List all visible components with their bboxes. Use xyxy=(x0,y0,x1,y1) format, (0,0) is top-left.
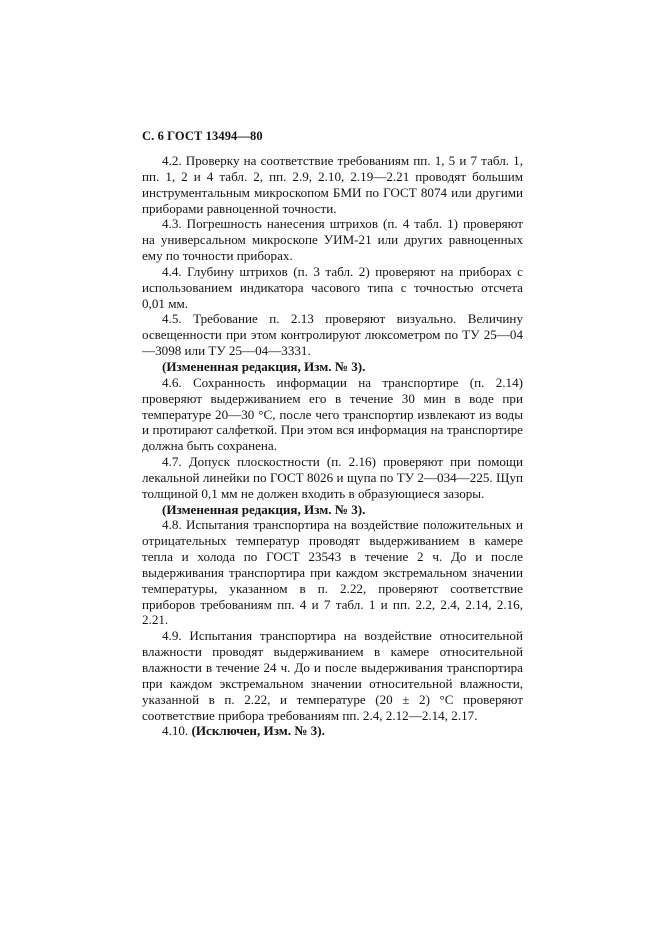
excluded-note: (Исключен, Изм. № 3). xyxy=(191,723,325,739)
paragraph-4-5: 4.5. Требование п. 2.13 проверяют визуально. Величину освещенности при этом контролируют люксометром по ТУ 25—04—3098 или ТУ 25—04—3331. xyxy=(142,311,523,359)
paragraph-4-10 xyxy=(142,723,523,739)
document-body xyxy=(142,153,523,739)
paragraph-4-2: 4.2. Проверку на соответствие требованиям пп. 1, 5 и 7 табл. 1, пп. 1, 2 и 4 табл. 2, пп. 2.9, 2.10, 2.19—2.21 проводят большим инструментальным микроскопом БМИ по ГОСТ 8074 или другими приборами равноценной точности. xyxy=(142,153,523,216)
paragraph-4-9: 4.9. Испытания транспортира на воздействие относительной влажности проводят выдерживанием в камере относительной влажности в течение 24 ч. До и после выдерживания транспортира при каждом экстремальном значении относительной влажности, указанной в п. 2.22, и температуре (20 ± 2) °С проверяют соответствие прибора требованиям пп. 2.4, 2.12—2.14, 2.17. xyxy=(142,628,523,723)
paragraph-4-7: 4.7. Допуск плоскостности (п. 2.16) проверяют при помощи лекальной линейки по ГОСТ 8026 и щупа по ТУ 2—034—225. Щуп толщиной 0,1 мм не должен входить в образующиеся зазоры. xyxy=(142,454,523,501)
amendment-note xyxy=(142,359,523,375)
paragraph-4-3: 4.3. Погрешность нанесения штрихов (п. 4 табл. 1) проверяют на универсальном микроскопе УИМ-21 или других равноценных ему по точности приборах. xyxy=(142,216,523,264)
amendment-note-text: (Измененная редакция, Изм. № 3). xyxy=(162,501,366,517)
amendment-note-text: (Измененная редакция, Изм. № 3). xyxy=(162,358,366,374)
paragraph-4-8: 4.8. Испытания транспортира на воздействие положительных и отрицательных температур проводят выдерживанием в камере тепла и холода по ГОСТ 23543 в течение 2 ч. До и после выдерживания транспортира при каждом экстремальном значении температуры, указанном в п. 2.22, проверяют соответствие приборов требованиям пп. 4 и 7 табл. 1 и пп. 2.2, 2.4, 2.14, 2.16, 2.21. xyxy=(142,517,523,628)
paragraph-4-10-number: 4.10. xyxy=(162,723,192,739)
page-header: С. 6 ГОСТ 13494—80 xyxy=(142,129,263,143)
paragraph-4-4: 4.4. Глубину штрихов (п. 3 табл. 2) проверяют на приборах с использованием индикатора часового типа с точностью отсчета 0,01 мм. xyxy=(142,263,523,311)
paragraph-4-6: 4.6. Сохранность информации на транспортире (п. 2.14) проверяют выдерживанием его в течение 30 мин в воде при температуре 20—30 °С, после чего транспортир извлекают из воды и протирают салфеткой. При этом вся информация на транспортире должна быть сохранена. xyxy=(142,374,523,454)
amendment-note xyxy=(142,502,523,518)
